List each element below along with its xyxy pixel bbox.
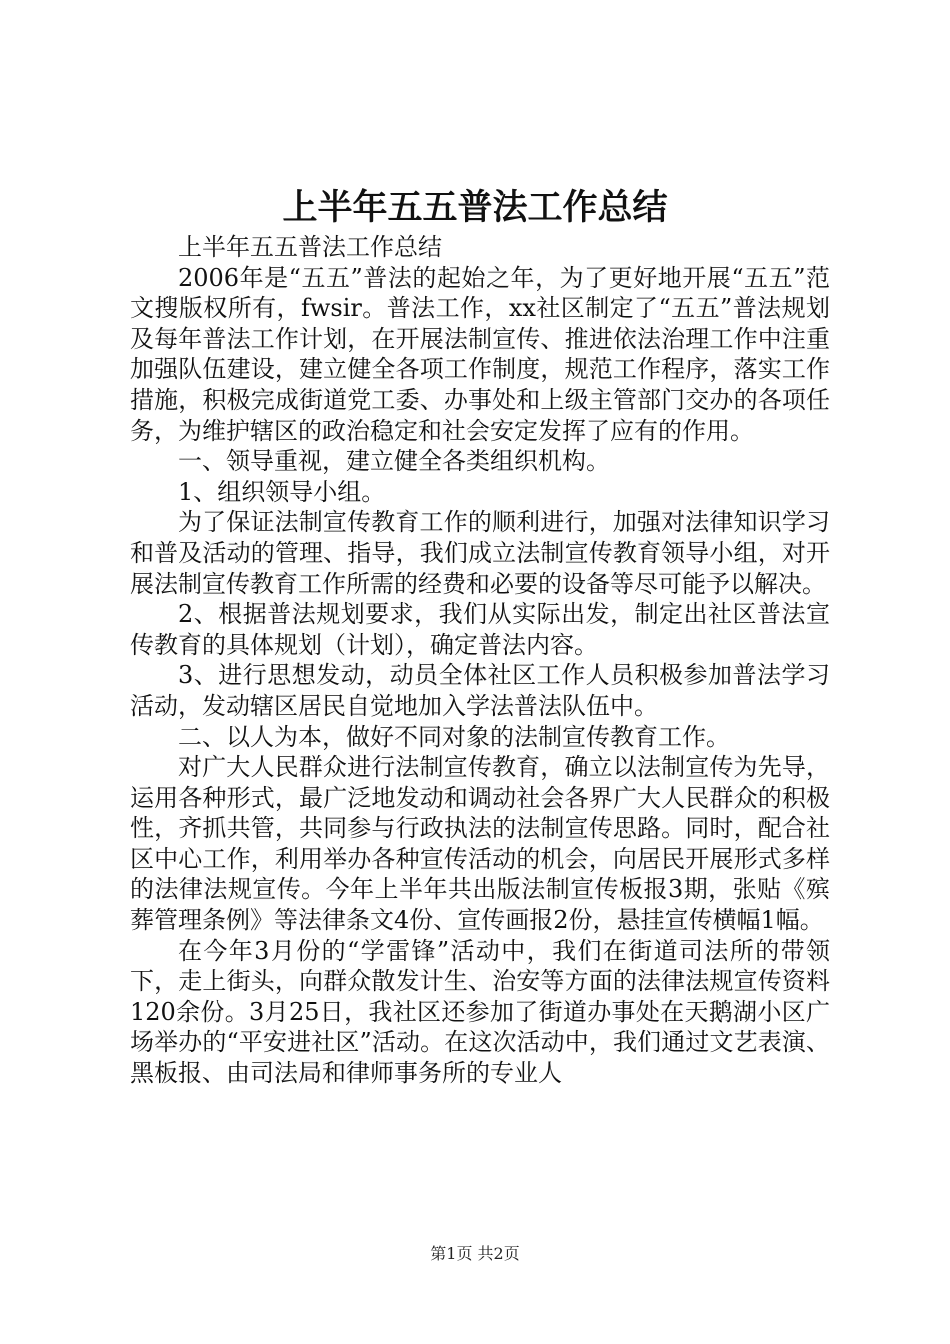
paragraph: 2、根据普法规划要求，我们从实际出发，制定出社区普法宣传教育的具体规划（计划），确定普法内容。 [130, 600, 830, 659]
paragraph-intro: 2006年是“五五”普法的起始之年，为了更好地开展“五五”范文搜版权所有，fwsir。普法工作，xx社区制定了“五五”普法规划及每年普法工作计划，在开展法制宣传、推进依法治理工作中注重加强队伍建设，建立健全各项工作制度，规范工作程序，落实工作措施，积极完成街道党工委、办事处和上级主管部门交办的各项任务，为维护辖区的政治稳定和社会安定发挥了应有的作用。 [130, 263, 830, 445]
paragraph: 3、进行思想发动，动员全体社区工作人员积极参加普法学习活动，发动辖区居民自觉地加入学法普法队伍中。 [130, 661, 830, 720]
paragraph: 在今年3月份的“学雷锋”活动中，我们在街道司法所的带领下，走上街头，向群众散发计生、治安等方面的法律法规宣传资料120余份。3月25日，我社区还参加了街道办事处在天鹅湖小区广场举办的“平安进社区”活动。在这次活动中，我们通过文艺表演、黑板报、由司法局和律师事务所的专业人 [130, 936, 830, 1088]
section-heading-2: 二、以人为本，做好不同对象的法制宣传教育工作。 [178, 722, 730, 751]
paragraph: 对广大人民群众进行法制宣传教育，确立以法制宣传为先导，运用各种形式，最广泛地发动和调动社会各界广大人民群众的积极性，齐抓共管，共同参与行政执法的法制宣传思路。同时，配合社区中心工作，利用举办各种宣传活动的机会，向居民开展形式多样的法律法规宣传。今年上半年共出版法制宣传板报3期，张贴《殡葬管理条例》等法律条文4份、宣传画报2份，悬挂宣传横幅1幅。 [130, 753, 830, 935]
paragraph: 为了保证法制宣传教育工作的顺利进行，加强对法律知识学习和普及活动的管理、指导，我们成立法制宣传教育领导小组，对开展法制宣传教育工作所需的经费和必要的设备等尽可能予以解决。 [130, 508, 830, 598]
section-heading-1: 一、领导重视，建立健全各类组织机构。 [178, 447, 610, 476]
document-title: 上半年五五普法工作总结 [282, 187, 668, 228]
page-footer: 第1页 共2页 [430, 1244, 520, 1263]
subsection-heading-1-1: 1、组织领导小组。 [178, 477, 386, 506]
document-body [130, 232, 830, 1089]
paragraph-subtitle: 上半年五五普法工作总结 [178, 233, 442, 261]
